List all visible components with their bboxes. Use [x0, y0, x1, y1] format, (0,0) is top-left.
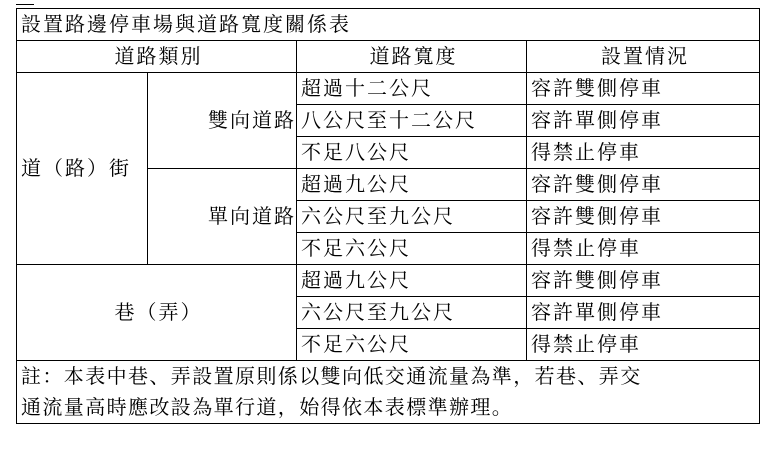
width-cell: 超過十二公尺 [297, 73, 527, 105]
group-lane-label: 巷（弄） [17, 265, 297, 361]
width-cell: 六公尺至九公尺 [297, 201, 527, 233]
table-row [17, 73, 760, 105]
setup-cell: 容許單側停車 [527, 105, 760, 137]
setup-cell: 得禁止停車 [527, 137, 760, 169]
header-road-width: 道路寬度 [297, 41, 527, 73]
note-line-1: 註：本表中巷、弄設置原則係以雙向低交通流量為準，若巷、弄交 [21, 364, 642, 388]
title-row [17, 9, 760, 41]
note-line-2: 通流量高時應改設為單行道，始得依本表標準辦理。 [21, 395, 514, 419]
setup-cell: 容許雙側停車 [527, 265, 760, 297]
setup-cell: 得禁止停車 [527, 329, 760, 361]
note-row [17, 361, 760, 424]
subgroup-one-way-label: 單向道路 [148, 169, 297, 265]
width-cell: 不足八公尺 [297, 137, 527, 169]
subgroup-two-way-label: 雙向道路 [148, 73, 297, 169]
setup-cell: 容許單側停車 [527, 297, 760, 329]
group-street-label: 道（路）街 [17, 73, 148, 265]
setup-cell: 容許雙側停車 [527, 169, 760, 201]
table-row [17, 265, 760, 297]
width-cell: 超過九公尺 [297, 169, 527, 201]
setup-cell: 得禁止停車 [527, 233, 760, 265]
setup-cell: 容許雙側停車 [527, 73, 760, 105]
header-road-type: 道路類別 [17, 41, 297, 73]
header-row [17, 41, 760, 73]
width-cell: 不足六公尺 [297, 329, 527, 361]
width-cell: 八公尺至十二公尺 [297, 105, 527, 137]
parking-road-width-table [16, 8, 760, 424]
width-cell: 不足六公尺 [297, 233, 527, 265]
note-cell [17, 361, 760, 424]
top-edge-line [16, 0, 34, 5]
header-setup: 設置情況 [527, 41, 760, 73]
width-cell: 超過九公尺 [297, 265, 527, 297]
setup-cell: 容許雙側停車 [527, 201, 760, 233]
width-cell: 六公尺至九公尺 [297, 297, 527, 329]
table-title: 設置路邊停車場與道路寬度關係表 [17, 9, 760, 41]
